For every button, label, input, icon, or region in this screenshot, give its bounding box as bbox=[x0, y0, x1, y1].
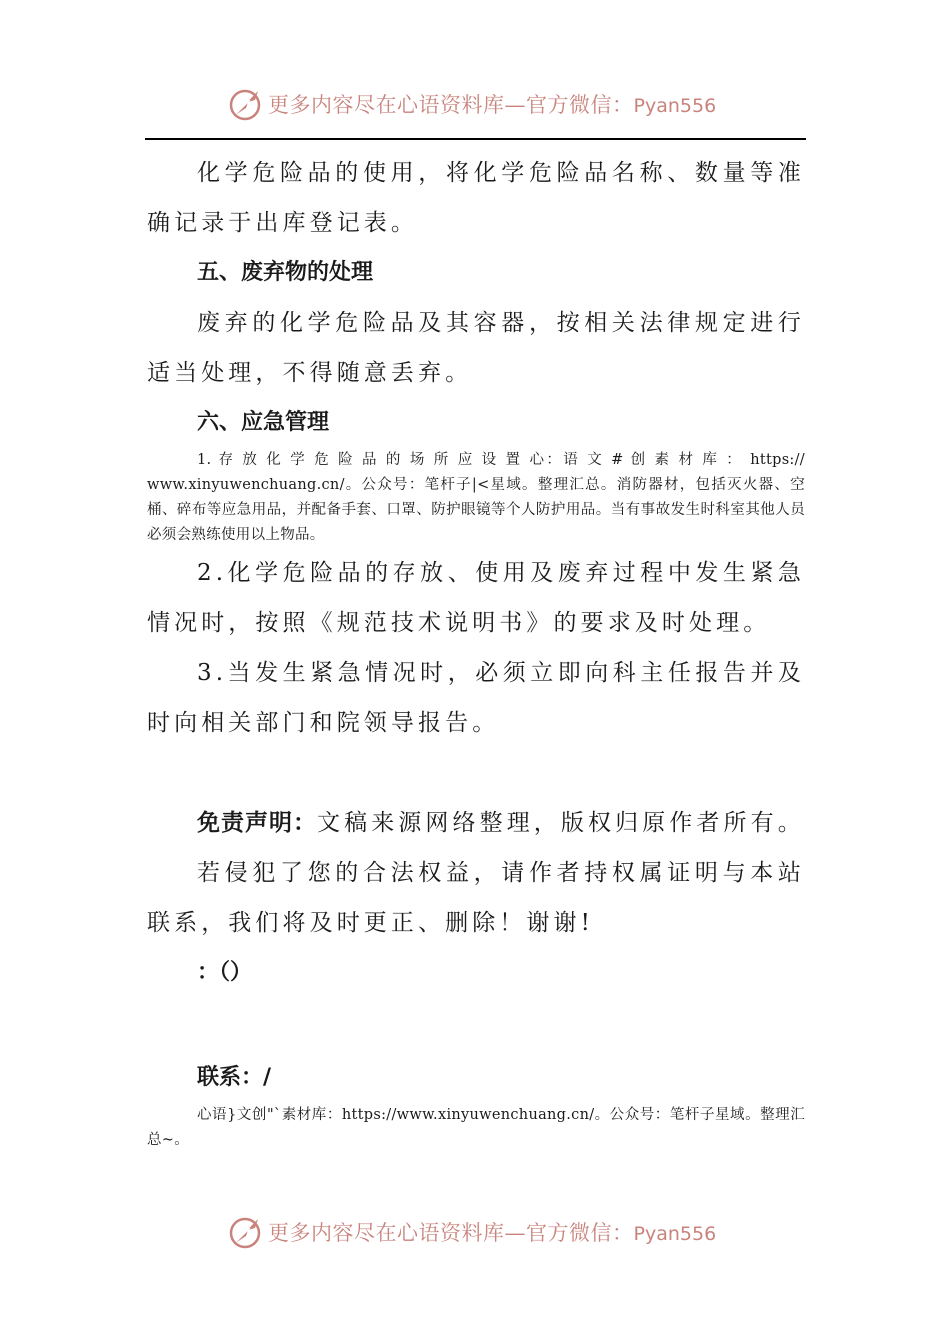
document-body bbox=[147, 148, 805, 1153]
header-divider bbox=[145, 138, 806, 140]
quill-pen-logo-icon bbox=[228, 1214, 264, 1250]
footer-banner-text bbox=[268, 1217, 716, 1247]
disclaimer-label: 免责声明： bbox=[197, 810, 317, 836]
header-banner-label: 更多内容尽在心语资料库—官方微信： bbox=[268, 93, 634, 117]
header-wechat-handle: Pyan556 bbox=[633, 95, 717, 117]
spacer bbox=[147, 998, 805, 1053]
emergency-item-3: 3.当发生紧急情况时，必须立即向科主任报告并及时向相关部门和院领导报告。 bbox=[147, 660, 805, 736]
spacer bbox=[147, 748, 805, 798]
header-banner bbox=[228, 84, 748, 124]
contact-heading: 联系：/ bbox=[197, 1065, 272, 1090]
footer-banner bbox=[228, 1212, 748, 1252]
colon-line: ：（） bbox=[197, 960, 253, 985]
paragraph-waste: 废弃的化学危险品及其容器，按相关法律规定进行适当处理，不得随意丢弃。 bbox=[147, 310, 805, 386]
contact-note: 心语}文创"`素材库：https://www.xinyuwenchuang.cn/。公众号：笔杆子星域。整理汇总~。 bbox=[147, 1107, 805, 1148]
quill-pen-logo-icon bbox=[228, 86, 264, 122]
footer-banner-label: 更多内容尽在心语资料库—官方微信： bbox=[268, 1221, 634, 1245]
rights-paragraph: 若侵犯了您的合法权益，请作者持权属证明与本站联系，我们将及时更正、删除！谢谢! bbox=[147, 860, 805, 936]
disclaimer-paragraph bbox=[147, 798, 805, 848]
emergency-item-2: 2.化学危险品的存放、使用及废弃过程中发生紧急情况时，按照《规范技术说明书》的要求及时处理。 bbox=[147, 560, 805, 636]
section-heading-emergency: 六、应急管理 bbox=[197, 410, 330, 435]
emergency-item-1: 1. 存 放 化 学 危 险 品 的 场 所 应 设 置 心：语 文 # 创 素 材 库 ： https:// www.xinyuwenchuang.cn/。公众号：笔杆子|<星域。整理汇总。消防器材，包括灭火器、空桶、碎布等应急用品，并配备手套、口罩、防护眼镜等个人防护用品。当有事故发生时科室其他人员必须会熟练使用以上物品。 bbox=[147, 452, 805, 543]
header-banner-text bbox=[268, 89, 716, 119]
footer-wechat-handle: Pyan556 bbox=[633, 1223, 717, 1245]
disclaimer-text: 文稿来源网络整理，版权归原作者所有。 bbox=[317, 810, 805, 836]
section-heading-waste: 五、废弃物的处理 bbox=[197, 260, 374, 285]
paragraph-usage: 化学危险品的使用，将化学危险品名称、数量等准确记录于出库登记表。 bbox=[147, 160, 805, 236]
